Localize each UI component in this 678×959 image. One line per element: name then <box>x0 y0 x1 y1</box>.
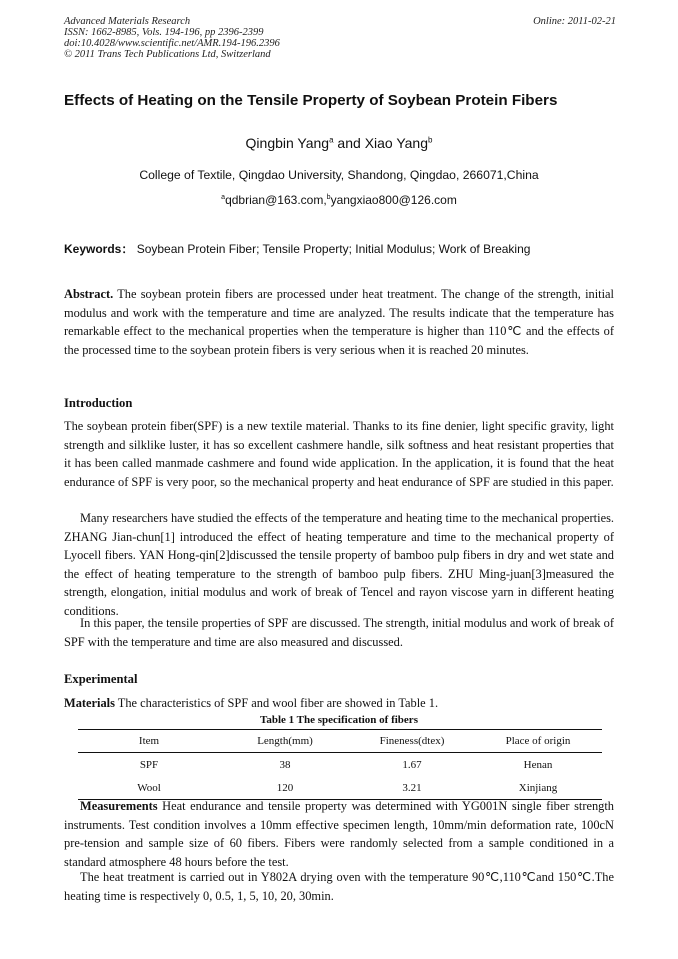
table-cell: Xinjiang <box>518 781 558 794</box>
table-header-fineness: Fineness(dtex) <box>379 735 445 747</box>
paper-title: Effects of Heating on the Tensile Property of Soybean Protein Fibers <box>64 92 558 109</box>
table-cell: 38 <box>279 758 291 771</box>
table-row <box>78 776 602 800</box>
table-cell: 3.21 <box>402 781 422 794</box>
intro-paragraph-2: Many researchers have studied the effects of the temperature and heating time to the mechanical properties. ZHANG Jian-chun[1] introduced the effect of heating temperature and time to the mechanical property of Lyocell fibers. YAN Hong-qin[2]discussed the tensile property of bamboo pulp fibers in dry and wet state and the effect of heating temperature to the strength of bamboo pulp fibers. ZHU Ming-juan[3]measured the strength, elongation, initial modulus and work of break of Tencel and rayon viscose yarn in different heating conditions. <box>64 511 614 618</box>
affiliation: College of Textile, Qingdao University, Shandong, Qingdao, 266071,China <box>139 168 539 182</box>
heat-treatment-paragraph: The heat treatment is carried out in Y802A drying oven with the temperature 90℃,110℃and 150℃.The heating time is respectively 0, 0.5, 1, 5, 10, 20, 30min. <box>64 870 614 903</box>
email-b-sup: b <box>326 194 331 201</box>
email-line <box>0 193 678 207</box>
doi-line: doi:10.4028/www.scientific.net/AMR.194-196.2396 <box>64 38 280 49</box>
keywords-label: Keywords： <box>64 242 134 256</box>
abstract-text: The soybean protein fibers are processed under heat treatment. The change of the strength, initial modulus and work with the temperature and time are analyzed. The results indicate that the temperature has remarkable effect to the mechanical properties when the temperature is higher than 110℃ and the effects of the processed time to the soybean protein fibers is very serious when it is reached 20 minutes. <box>64 287 614 357</box>
keywords-text: Soybean Protein Fiber; Tensile Property; Initial Modulus; Work of Breaking <box>133 242 531 256</box>
author-and: and <box>333 135 365 151</box>
table-cell: 120 <box>276 781 294 794</box>
table-header-row <box>78 730 602 753</box>
email-a[interactable]: qdbrian@163.com, <box>225 193 327 207</box>
table-cell: SPF <box>139 758 159 771</box>
materials-paragraph <box>64 694 614 713</box>
journal-header <box>64 16 616 60</box>
measurements-paragraph <box>64 797 614 871</box>
table-caption: Table 1 The specification of fibers <box>260 714 418 726</box>
materials-label: Materials <box>64 696 115 710</box>
author-1: Qingbin Yang <box>245 135 330 151</box>
author-2: Xiao Yang <box>364 135 429 151</box>
introduction-heading: Introduction <box>64 396 133 410</box>
table-row <box>78 753 602 777</box>
author-1-sup: a <box>329 135 334 145</box>
table-1 <box>78 729 602 800</box>
issn-line: ISSN: 1662-8985, Vols. 194-196, pp 2396-2399 <box>64 27 264 38</box>
online-date: Online: 2011-02-21 <box>533 16 616 27</box>
table-cell: 1.67 <box>402 758 422 771</box>
copyright-line: © 2011 Trans Tech Publications Ltd, Switzerland <box>64 49 271 60</box>
measurements-label: Measurements <box>80 799 158 813</box>
keywords <box>64 240 616 257</box>
email-b[interactable]: yangxiao800@126.com <box>330 193 457 207</box>
email-a-sup: a <box>221 194 226 201</box>
table-header-item: Item <box>138 735 160 747</box>
table-header-origin: Place of origin <box>505 735 571 747</box>
table-header-length: Length(mm) <box>257 735 313 747</box>
table-cell: Henan <box>523 758 553 771</box>
experimental-heading: Experimental <box>64 672 138 686</box>
materials-text: The characteristics of SPF and wool fiber are showed in Table 1. <box>114 696 439 710</box>
table-cell: Wool <box>137 781 161 794</box>
intro-paragraph-1: The soybean protein fiber(SPF) is a new textile material. Thanks to its fine denier, light specific gravity, light strength and silklike luster, it has so excellent cashmere handle, silk softness and heat resistant properties that it has been called manmade cashmere and found wide application. In the application, it is found that the heat endurance of SPF is very poor, so the mechanical property and heat endurance of SPF are studied in this paper. <box>64 419 614 489</box>
measurements-text: Heat endurance and tensile property was determined with YG001N single fiber strength instruments. Test condition involves a 10mm effective specimen length, 10mm/min deformation rate, 100cN pre-tension and sample size of 60 fibers. Fibers were randomly selected from a sample conditioned in a standard atmosphere 48 hours before the test. <box>64 799 614 869</box>
abstract-label: Abstract. <box>64 287 114 301</box>
author-line <box>0 135 678 151</box>
author-2-sup: b <box>428 135 433 145</box>
abstract-paragraph <box>64 285 614 359</box>
intro-paragraph-3: In this paper, the tensile properties of SPF are discussed. The strength, initial modulus and work of break of SPF with the temperature and time are also measured and discussed. <box>64 616 614 649</box>
journal-name: Advanced Materials Research <box>64 16 191 27</box>
